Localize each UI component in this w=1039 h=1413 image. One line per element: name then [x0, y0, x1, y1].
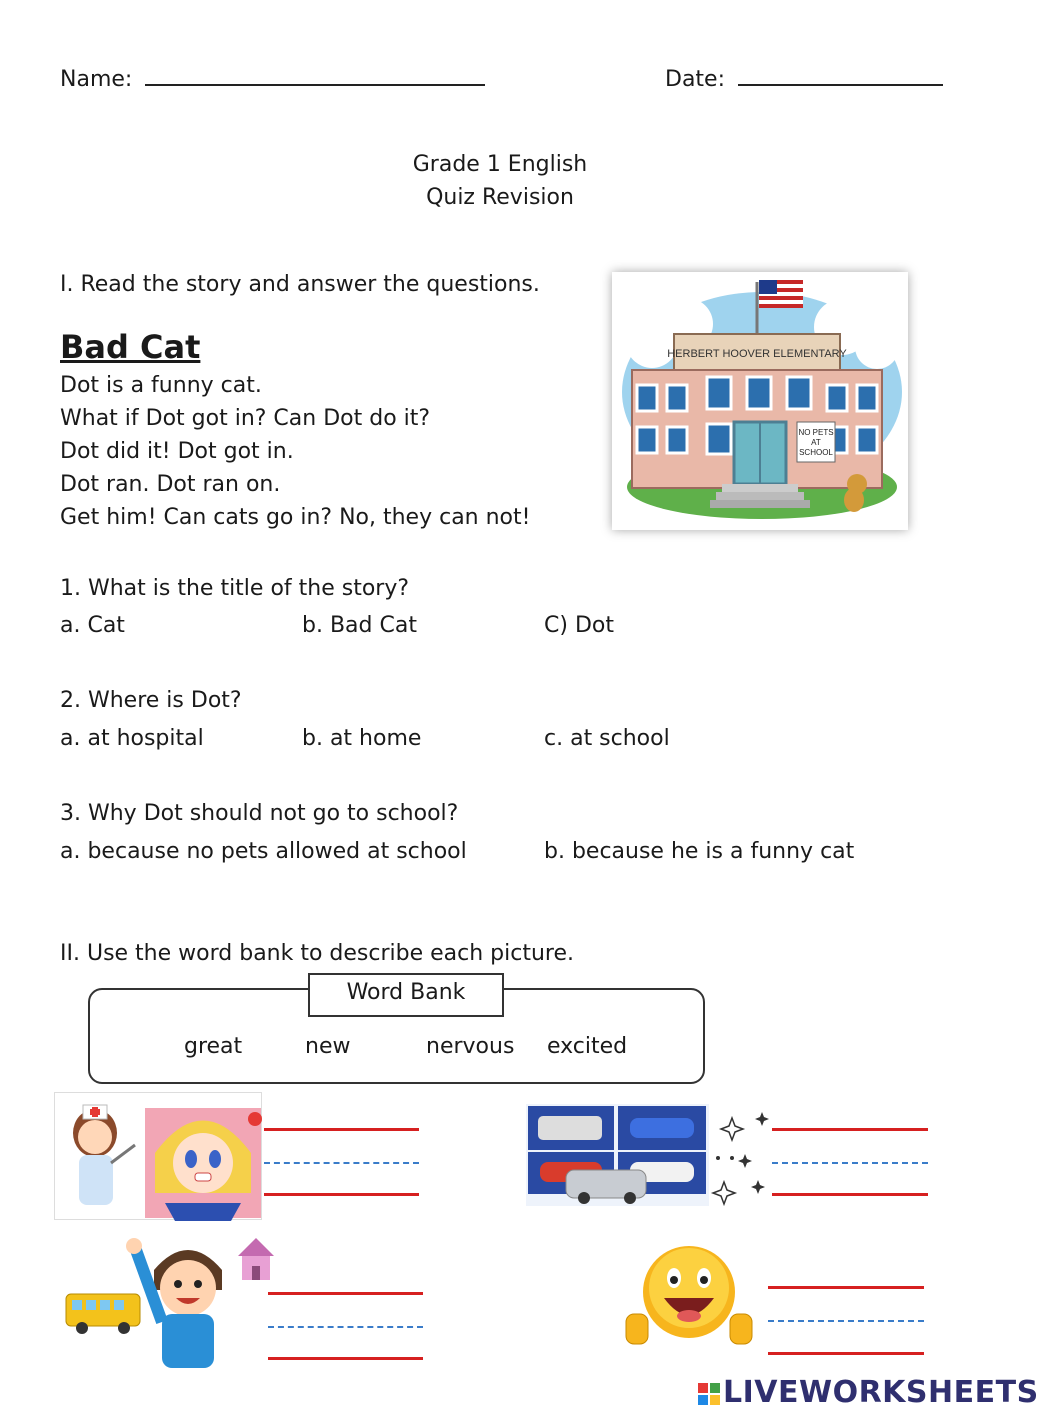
question-3: 3. Why Dot should not go to school? [60, 801, 459, 826]
school-sign-text: HERBERT HOOVER ELEMENTARY [667, 348, 847, 360]
answer-line-bottom [264, 1193, 419, 1196]
nurse-and-nervous-girl-image [55, 1093, 263, 1221]
q2-option-b[interactable]: b. at home [302, 726, 422, 751]
date-field-row [665, 64, 943, 94]
liveworksheets-grid-icon [697, 1382, 721, 1406]
q1-option-c[interactable]: C) Dot [544, 613, 614, 638]
sparkles-icon [710, 1104, 772, 1206]
word-bank-word: excited [547, 1034, 628, 1059]
q2-option-a[interactable]: a. at hospital [60, 726, 204, 751]
answer-line-bottom [268, 1357, 423, 1360]
answer-line-bottom [768, 1352, 924, 1355]
word-bank-word: new [305, 1034, 351, 1059]
section2-instruction: II. Use the word bank to describe each picture. [60, 941, 575, 966]
picture-toy-cars [526, 1104, 709, 1206]
boy-bus-school-image [62, 1230, 284, 1368]
picture-boy-bus-school [62, 1230, 284, 1368]
answer-line-middle [768, 1320, 924, 1322]
answer-line-top [772, 1128, 928, 1131]
picture-excited-emoji [622, 1242, 756, 1352]
answer-line-top [264, 1128, 419, 1131]
word-bank-title: Word Bank [308, 973, 504, 1017]
answer-line-top [268, 1292, 423, 1295]
picture-nurse-nervous-girl [54, 1092, 262, 1220]
q3-option-b[interactable]: b. because he is a funny cat [544, 839, 855, 864]
excited-smiley-icon [622, 1242, 756, 1352]
worksheet-title: Grade 1 English [412, 152, 588, 177]
question-2: 2. Where is Dot? [60, 688, 242, 713]
toy-cars-image [526, 1104, 709, 1206]
answer-line-middle [772, 1162, 928, 1164]
q1-option-b[interactable]: b. Bad Cat [302, 613, 417, 638]
story-line: Get him! Can cats go in? No, they can not! [60, 505, 531, 530]
word-bank-word: nervous [426, 1034, 515, 1059]
section1-instruction: I. Read the story and answer the questions. [60, 272, 540, 297]
answer-line-top [768, 1286, 924, 1289]
story-line: Dot did it! Dot got in. [60, 439, 294, 464]
story-line: Dot is a funny cat. [60, 373, 262, 398]
no-pets-sign-text: NO PETS [798, 428, 834, 437]
school-illustration [612, 272, 908, 530]
q1-option-a[interactable]: a. Cat [60, 613, 125, 638]
name-blank[interactable] [145, 64, 485, 86]
answer-line-middle [264, 1162, 419, 1164]
story-line: Dot ran. Dot ran on. [60, 472, 281, 497]
no-pets-sign-text: AT [811, 438, 821, 447]
answer-line-middle [268, 1326, 423, 1328]
date-blank[interactable] [738, 64, 943, 86]
q3-option-a[interactable]: a. because no pets allowed at school [60, 839, 467, 864]
name-field-row [60, 64, 485, 94]
question-1: 1. What is the title of the story? [60, 576, 410, 601]
worksheet-subtitle: Quiz Revision [426, 185, 574, 210]
name-label: Name: [60, 67, 133, 92]
story-title: Bad Cat [60, 328, 201, 366]
q2-option-c[interactable]: c. at school [544, 726, 670, 751]
liveworksheets-logo[interactable] [697, 1375, 1039, 1410]
story-line: What if Dot got in? Can Dot do it? [60, 406, 431, 431]
answer-line-bottom [772, 1193, 928, 1196]
liveworksheets-logo-text: LIVEWORKSHEETS [723, 1375, 1039, 1410]
word-bank-word: great [184, 1034, 243, 1059]
no-pets-sign-text: SCHOOL [799, 448, 833, 457]
school-picture [612, 272, 908, 530]
date-label: Date: [665, 67, 725, 92]
